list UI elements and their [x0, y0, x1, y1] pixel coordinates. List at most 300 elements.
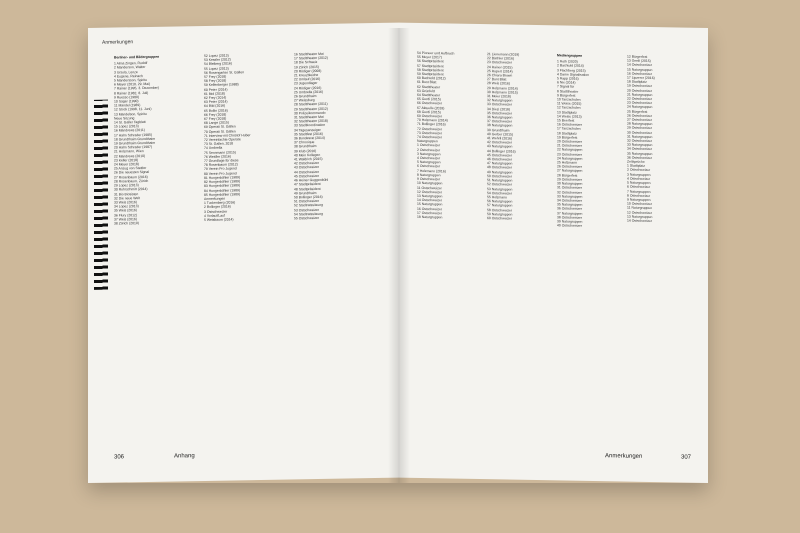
- note-line: 47 Stadtpräsident: [294, 182, 321, 187]
- right-page: [399, 23, 708, 483]
- note-line: 27 Ostschweizer: [627, 117, 653, 123]
- note-line: 21 Ostschweizer: [557, 143, 583, 149]
- note-line: 15 Naturgruppen: [417, 202, 443, 207]
- note-line: 21 Naturgruppen: [627, 92, 653, 97]
- note-line: 38 Grundthaim: [294, 144, 317, 149]
- note-line: 50 Bollinger (2016): [294, 194, 323, 200]
- note-line: 16 Stadttheater Mai: [294, 51, 324, 57]
- note-line: 22 Naturgruppen: [557, 147, 583, 153]
- note-line: 55 Meyer (2017): [417, 55, 442, 60]
- note-line: 68 Gerdi (2015): [417, 109, 441, 115]
- note-line: 25 Umbrella (2016): [294, 89, 324, 95]
- note-line: 1 Alma Zingen, Rudolf: [114, 61, 148, 66]
- note-line: 72 Ostschweizer: [417, 126, 443, 132]
- note-line: 26 Ostschweizer: [627, 113, 653, 118]
- note-line: 35 Naturgruppen: [557, 202, 583, 207]
- note-line: 59 Naturgruppen: [487, 211, 513, 217]
- note-line: 52 Lopez (2013): [204, 53, 229, 58]
- note-line: 5 Naturgruppen: [417, 160, 441, 165]
- right-column-3: [557, 51, 637, 229]
- note-line: 4 Dame Signalisation: [557, 72, 590, 77]
- note-line: 35 Weis (2016): [114, 208, 137, 213]
- note-line: 63 Peter (2014): [204, 99, 228, 105]
- note-line: 19 Zürich (2015): [294, 64, 319, 70]
- note-line: 52 Stadtratssitzung: [294, 203, 324, 208]
- note-line: 33 Ostschweizer: [487, 102, 513, 108]
- note-line: 48 Stadtpräsident: [294, 186, 321, 191]
- note-line: 7 Naturgruppen: [627, 189, 651, 194]
- left-column-2: [204, 51, 284, 223]
- note-line: 4 Ostschweizer: [417, 155, 441, 161]
- note-line: 32 Stadttheater (2018): [294, 119, 328, 124]
- note-line: 22 Bächler (2016): [487, 56, 514, 61]
- note-line: 15 Beerfest: [557, 118, 575, 123]
- note-line: 37 Weis (2016): [114, 216, 137, 222]
- note-line: 32 Ostschweizer: [557, 189, 583, 195]
- note-line: 37 Ostschweizer: [487, 119, 513, 124]
- note-line: 35 Naturgruppen: [627, 151, 653, 156]
- note-line: 29 Ostschweizer: [627, 126, 653, 131]
- note-line: 37 Naturgruppen: [557, 210, 583, 216]
- column-heading: Berliner- und Bildergruppen: [114, 54, 160, 60]
- note-line: 30 Polizeikommando: [294, 110, 326, 116]
- note-line: 5 Naturgruppen: [627, 180, 651, 186]
- note-line: 33 Stadtkoordination: [294, 123, 326, 128]
- note-line: 1 Stadtplatz: [627, 163, 645, 169]
- note-line: 9 Bürgerfest: [557, 93, 576, 98]
- note-line: 19 Bürgerfest: [557, 135, 578, 140]
- note-line: 28 Rosenbaum, Zürich: [114, 178, 149, 184]
- note-line: 30 Ruhrschmitt (2014): [114, 187, 148, 192]
- column-lines: [557, 60, 637, 230]
- note-line: 3 Naturgruppen: [627, 172, 651, 177]
- note-line: 15 Naturgruppen: [627, 67, 653, 72]
- note-line: 34 Ostschweizer: [627, 147, 653, 152]
- note-line: 23 Ostschweizer: [487, 60, 513, 65]
- note-line: 5 Rapp (2016): [557, 76, 579, 81]
- note-line: 38 Naturgruppen: [487, 123, 513, 129]
- note-line: 57 Naturgruppen: [487, 203, 513, 208]
- note-line: 22 Umlauf (2016): [294, 77, 321, 82]
- note-line: 43 Ostschweizer: [294, 165, 320, 170]
- note-line: 10 Sager (1990): [114, 99, 139, 104]
- note-line: 28 Naturgruppen: [627, 121, 653, 127]
- note-line: 62 Frey (2014): [204, 95, 227, 101]
- note-line: 1 Ostschweizer: [417, 143, 441, 148]
- note-line: 69 Ostschweizer: [417, 113, 443, 119]
- note-line: 23 Ostschweizer: [557, 152, 583, 157]
- note-line: 7 Holzmann (2016): [417, 168, 446, 174]
- note-line: 73 St. Gallen, 2018: [204, 141, 234, 147]
- note-line: 35 Stadtfest (2016): [294, 131, 323, 137]
- note-line: 78 Rosenbaum (2012): [204, 162, 238, 168]
- note-line: 31 Bio Biosisten: [114, 191, 139, 197]
- note-line: 30 Naturgruppen: [557, 181, 583, 186]
- note-line: 27 Naturgruppen: [557, 168, 583, 174]
- note-line: 5 Weisbaum (2014): [204, 217, 234, 222]
- note-line: 36 Ostschweizer: [557, 206, 583, 212]
- note-line: 14 Ostschweizer: [627, 62, 653, 68]
- note-line: 29 Holzmann (2014): [487, 85, 518, 91]
- open-book: [88, 28, 708, 483]
- note-line: 61 Ibid (2018): [204, 91, 225, 96]
- note-line: 14 Weiss (2013): [557, 114, 582, 119]
- note-line: 12 Ostschweizer: [417, 189, 443, 195]
- page-number: 306: [114, 454, 125, 461]
- note-line: 10 Ostschweizer: [627, 201, 653, 207]
- note-line: 18 Stadtplatz: [627, 79, 647, 85]
- note-line: 51 Ostschweizer: [294, 199, 320, 204]
- note-line: 22 Ostschweizer: [627, 96, 653, 102]
- note-line: 32 Die neue Welt: [114, 195, 140, 201]
- note-line: 15 Lopez (2013): [114, 124, 139, 129]
- note-line: 54 Stadtratssitzung: [294, 211, 324, 217]
- note-line: 16 Ostschweizer: [557, 122, 583, 128]
- note-line: 40 Ostschweizer: [557, 223, 583, 228]
- note-line: 80 Verein Pro Jugend: [204, 171, 237, 176]
- note-line: 8 Ostschweizer: [627, 193, 651, 198]
- note-line: 26 Ostschweizer: [557, 164, 583, 170]
- note-line: 29 Ostschweizer: [557, 177, 583, 182]
- note-line: 31 Ostschweizer: [557, 185, 583, 191]
- note-line: 42 Ostschweizer: [487, 140, 513, 145]
- note-line: 20 Ostschweizer: [627, 88, 653, 93]
- note-line: 44 Ostschweizer: [294, 169, 320, 175]
- note-line: 20 Halm Schrader (1987): [114, 145, 153, 150]
- note-line: 27 Weissburg: [294, 98, 315, 103]
- note-line: 74 Umbrella: [204, 146, 223, 151]
- note-line: 38 Ostschweizer: [557, 215, 583, 220]
- note-line: 9 Ostschweizer: [417, 177, 441, 182]
- note-line: 32 Naturgruppen: [487, 98, 513, 103]
- column-lines: [487, 52, 567, 222]
- note-line: 4 Eugene, Reinach: [114, 73, 143, 79]
- note-line: 33 Weis (2016): [114, 200, 137, 205]
- note-line: 64 Bild (2016): [204, 104, 226, 109]
- note-line: 20 Ostschweizer: [557, 139, 583, 144]
- note-line: 82 Hungerbühler (1989): [204, 179, 241, 185]
- note-line: 4 Ostschweizer: [627, 176, 651, 181]
- note-line: 36 Flury (2012): [114, 212, 137, 218]
- note-line: 11 Weiss (2015): [557, 101, 582, 107]
- note-line: 55 Ostschweizer: [294, 215, 320, 221]
- note-line: 45 Ostschweizer: [487, 153, 513, 158]
- note-line: 5 Mandersson, Spiritu: [114, 77, 147, 83]
- column-lines: [114, 60, 194, 225]
- note-line: 26 Die neuesten Signal: [114, 170, 150, 176]
- note-line: 29 Stadttheater (2012): [294, 106, 328, 112]
- note-line: 27 Rosenbaum (2016): [114, 174, 148, 180]
- note-line: 71 Bollinger (2016): [417, 122, 446, 127]
- note-line: 29 Lopez (2013): [114, 183, 139, 188]
- note-line: 58 Frey (2018): [204, 78, 227, 84]
- note-line: 21 Lienemann (2019): [487, 52, 520, 57]
- note-line: 39 Klub (2016): [294, 148, 317, 154]
- note-line: 7 Rainer (1995, 3. Dezember): [114, 86, 159, 91]
- note-line: 31 Meier (2018): [487, 94, 511, 99]
- note-line: 17 Ostschweizer: [417, 210, 443, 216]
- note-line: 33 Naturgruppen: [557, 194, 583, 199]
- note-line: 14 Ostschweizer: [627, 218, 653, 223]
- note-line: 49 Naturgruppen: [487, 169, 513, 175]
- note-line: 53 Naturgruppen: [487, 186, 513, 192]
- note-line: 17 Lipzerer (2016): [627, 75, 655, 81]
- note-line: 51 Naturgruppen: [487, 178, 513, 183]
- note-line: 24 Meyer (2018): [114, 162, 139, 167]
- note-line: 72 Vereinfachte Operate: [204, 137, 241, 143]
- note-line: 6 Ostschweizer: [417, 164, 441, 169]
- note-line: 24 Naturgruppen: [627, 105, 653, 110]
- note-line: 12 Tanzschulen: [557, 105, 581, 111]
- note-line: 3 Ostschweizer: [204, 209, 228, 214]
- note-line: 77 Grundlage für diese: [204, 158, 239, 164]
- note-line: 56 Rosengarten St. Gallen: [204, 70, 244, 75]
- note-line: 54 Pioneer und Aufbruch: [417, 50, 455, 56]
- note-line: 39 Naturgruppen: [557, 219, 583, 224]
- note-line: 45 Ostschweizer: [294, 173, 320, 179]
- note-line: 56 Naturgruppen: [487, 199, 513, 204]
- note-line: 34 Lopez (2013): [114, 204, 139, 209]
- note-line: 69 Operati St. Gallen: [204, 124, 236, 130]
- note-line: 6 Meyer (2010, 29. Mai): [114, 82, 150, 87]
- note-line: Anmerkungen: [204, 196, 226, 201]
- note-line: 36 Bundesrat (2014): [294, 135, 325, 141]
- note-line: 46 Ostschweizer: [487, 157, 513, 162]
- note-line: 16 Ostschweizer: [417, 206, 443, 211]
- running-header: Anmerkungen: [102, 39, 134, 46]
- note-line: 17 Stadttheater (2012): [294, 56, 328, 61]
- note-line: 30 Holzmann (2015): [487, 89, 518, 95]
- note-line: 2 Bachtold (2014): [557, 63, 584, 69]
- note-line: 57 Stadtpräsident: [417, 63, 444, 68]
- note-line: 8 Rainer (1982, 8. Juli): [114, 90, 149, 96]
- note-line: 84 Hungerbühler (1989): [204, 187, 241, 193]
- note-line: 31 Naturgruppen: [627, 134, 653, 139]
- note-line: 47 Naturgruppen: [487, 161, 513, 166]
- note-line: 14 St. Galler Tagblatt: [114, 120, 146, 125]
- note-line: 18 Die Schweiz: [294, 60, 318, 65]
- note-line: 65 Bollin (2016): [204, 108, 228, 113]
- note-line: 81 Hungerbühler (1989): [204, 175, 241, 180]
- note-line: 25 Rupert (2014): [487, 68, 513, 74]
- note-line: 62 Stadttheater: [417, 84, 441, 89]
- note-line: 39 Grundthaim: [487, 127, 510, 133]
- note-line: 83 Hungerbühler (1989): [204, 183, 241, 189]
- note-line: 23 Ostschweizer: [627, 100, 653, 106]
- edge-graphic: [94, 100, 108, 290]
- note-line: 49 Grundthaim: [294, 190, 317, 196]
- column-lines: [627, 55, 707, 225]
- note-line: 35 Ostschweizer: [487, 110, 513, 116]
- note-line: 57 Frey (2018): [204, 74, 227, 79]
- note-line: 11 Naturgruppen: [627, 205, 653, 211]
- note-line: 60 Peter (2014): [204, 87, 228, 92]
- note-line: 17 Tanzschulen: [557, 126, 581, 132]
- note-line: 17 Halm Schrader (1985): [114, 132, 153, 138]
- note-line: 1 Roth (2020): [557, 59, 578, 64]
- note-line: 6 Ostschweizer: [627, 184, 651, 190]
- note-line: 75 Sennmann (2015): [204, 150, 236, 155]
- note-line: 76 Weidler (2016): [204, 154, 231, 159]
- note-line: 34 Diezi (2018): [487, 106, 510, 112]
- left-column-1: [114, 52, 194, 226]
- note-line: 14 Ostschweizer: [417, 198, 443, 203]
- note-line: Zeitsprüche: [627, 159, 645, 164]
- note-line: 48 Ostschweizer: [487, 165, 513, 171]
- note-line: 26 Chiara Brown: [487, 73, 513, 78]
- note-line: 12 Stock (1998, 11. Juni): [114, 107, 152, 112]
- note-line: 41 Waldrich (2015): [294, 156, 323, 162]
- note-line: 33 Naturgruppen: [627, 142, 653, 148]
- note-line: 9 Ruesso (1980): [114, 94, 140, 100]
- note-line: 21 Kreuzbleiche: [294, 72, 319, 78]
- note-line: 18 Grundthaim Grundthaim: [114, 136, 156, 142]
- note-line: 70 Holzmann (2014): [417, 118, 448, 123]
- note-line: 36 Ostschweizer: [627, 155, 653, 160]
- column-lines: [204, 53, 284, 223]
- note-line: 64 Stadttheater: [417, 92, 441, 98]
- note-line: Naturgruppen: [417, 139, 438, 144]
- footer-title: Anmerkungen: [605, 453, 643, 460]
- note-line: 53 Kessler (2012): [204, 57, 231, 63]
- note-line: 9 Naturgruppen: [627, 197, 651, 202]
- note-line: 4 Vorlauf/Lauf: [204, 213, 225, 218]
- note-line: 65 Gerdi (2015): [417, 97, 441, 102]
- note-line: 43 Naturgruppen: [487, 144, 513, 150]
- note-line: 16 Ostschweizer: [627, 71, 653, 76]
- note-line: 30 Ostschweizer: [627, 130, 653, 135]
- note-line: 7 Signal für: [557, 84, 575, 90]
- note-line: 71 Interview mit Christof Huber: [204, 133, 251, 138]
- note-line: 2 Ostschweizer: [417, 147, 441, 152]
- note-line: 74 Ostschweizer: [417, 134, 443, 140]
- note-line: 12 Ostschweizer: [627, 210, 653, 215]
- note-line: 34 Tagesanzeiger: [294, 127, 321, 133]
- note-line: 38 Zürich (2019): [114, 221, 139, 226]
- note-line: 13 Gerdi (2015): [627, 58, 651, 64]
- note-line: 21 Holzmann, Wien: [114, 149, 144, 155]
- note-line: 19 Ostschweizer: [627, 84, 653, 89]
- note-line: 40 Gerber (2015): [487, 132, 514, 137]
- note-line: 46 Heiner Guggenbühl: [294, 177, 329, 183]
- note-line: 37 Chronique: [294, 140, 315, 145]
- note-line: 8 Naturgruppen: [417, 172, 441, 178]
- note-line: 24 Rainer (2015): [487, 64, 513, 70]
- note-line: 25 Bürgerfest: [627, 109, 648, 114]
- right-column-4: [627, 53, 707, 225]
- note-line: 26 Grundthaim: [294, 94, 317, 99]
- note-line: 13 Naturgruppen: [627, 214, 653, 219]
- note-line: 44 Bollinger (2016): [487, 148, 516, 154]
- note-line: 28 Weis (2016): [487, 81, 510, 86]
- note-line: 34 Ostschweizer: [557, 198, 583, 203]
- note-line: 20 Rüdiger (2008): [294, 68, 322, 74]
- note-line: 23 Jugendlager: [294, 81, 318, 86]
- note-line: 63 Grünfeld: [417, 88, 435, 94]
- note-line: 54 Bleiberg (2016): [204, 61, 232, 67]
- note-line: 3 Flachberg (2015): [557, 67, 586, 73]
- note-line: 50 Ostschweizer: [487, 174, 513, 179]
- note-line: 66 Frey (2018): [204, 112, 227, 117]
- note-line: 25 Anzug von Stettler: [114, 166, 147, 171]
- note-line: 70 Operati St. Gallen: [204, 129, 236, 134]
- column-lines: [417, 51, 497, 221]
- note-line: 13 Mandelson, Spiritu: [114, 111, 147, 117]
- note-line: 31 Stadttheater Mai: [294, 114, 324, 120]
- note-line: Neue Sitzung: [114, 116, 135, 121]
- note-line: 11 Ostschweizer: [417, 185, 442, 190]
- note-line: 59 Stadtpräsident: [417, 71, 444, 77]
- note-line: 28 Stadttheater (2011): [294, 102, 328, 107]
- note-line: 60 Bachtold (2012): [417, 76, 446, 81]
- note-line: 53 Ostschweizer: [294, 207, 320, 212]
- note-line: 23 Keller (2018): [114, 157, 139, 163]
- note-line: 61 Bunt Blatt: [417, 80, 437, 85]
- note-line: 42 Ostschweizer: [294, 161, 320, 166]
- left-page: [88, 23, 399, 483]
- note-line: 58 Ostschweizer: [487, 207, 513, 213]
- note-line: 32 Ostschweizer: [627, 138, 653, 144]
- note-line: 27 Bunt Blatt: [487, 77, 507, 82]
- note-line: 1 Tuckenberg (2016): [204, 200, 236, 206]
- note-line: 28 Bürgerfest: [557, 173, 578, 178]
- note-line: 85 Hungerbühler (1989): [204, 192, 241, 197]
- note-line: 56 Stadtpräsident: [417, 59, 444, 64]
- note-line: 11 Mandel (1989): [114, 103, 141, 108]
- note-line: 41 Wehrli (2016): [487, 136, 513, 141]
- note-line: 67 Aktuelle (2018): [417, 105, 445, 111]
- note-line: 13 Naturgruppen: [417, 193, 443, 199]
- column-heading: Mediengruppen: [557, 53, 583, 58]
- note-line: 18 Stadtplatz: [557, 131, 577, 136]
- note-line: 36 Naturgruppen: [487, 115, 513, 120]
- note-line: 3 Ursula, Lenze: [114, 69, 138, 75]
- right-column-2: [487, 50, 567, 222]
- note-line: 6 Nix (2014): [557, 80, 576, 85]
- note-line: 25 Holzmann: [557, 160, 577, 165]
- note-line: 40 Mein Kollegen: [294, 152, 321, 158]
- note-line: 24 Naturgruppen: [557, 156, 583, 161]
- note-line: 59 Kellenberger (1988): [204, 82, 239, 88]
- note-line: 54 Ostschweizer: [487, 190, 513, 196]
- note-line: 13 Stadtplatz: [557, 110, 577, 115]
- footer-title: Anhang: [174, 453, 195, 460]
- note-line: 3 Naturgruppen: [417, 151, 441, 157]
- note-line: 58 Stadtpräsident: [417, 67, 444, 73]
- note-line: 18 Naturgruppen: [417, 214, 443, 220]
- note-line: 12 Bürgerfest: [627, 54, 648, 59]
- page-number: 307: [681, 454, 692, 461]
- note-line: 79 Verein Pro Jugend: [204, 166, 237, 172]
- note-line: 68 Lange (2015): [204, 120, 229, 126]
- note-line: 66 Ostschweizer: [417, 101, 443, 106]
- note-line: 52 Ostschweizer: [487, 182, 513, 187]
- note-line: 10 Naturgruppen: [417, 181, 443, 186]
- note-line: 55 Lopez (2013): [204, 66, 229, 71]
- note-line: 67 Frey (2018): [204, 116, 227, 122]
- note-line: 8 Stadttheater: [557, 88, 579, 94]
- note-line: 2 Manderson, Walter: [114, 65, 146, 70]
- note-line: 22 Mandrews (2010): [114, 153, 146, 159]
- note-line: 73 Ostschweizer: [417, 130, 443, 136]
- note-line: 16 Mandrews (2011): [114, 128, 145, 133]
- note-line: 19 Grundthaim Grundthaim: [114, 140, 156, 146]
- note-line: 2 Ostschweizer: [627, 168, 651, 173]
- column-lines: [294, 51, 374, 221]
- right-column-1: [417, 49, 497, 221]
- note-line: 2 Bollinger (2016): [204, 204, 231, 210]
- note-line: 55 Holzmann: [487, 195, 507, 200]
